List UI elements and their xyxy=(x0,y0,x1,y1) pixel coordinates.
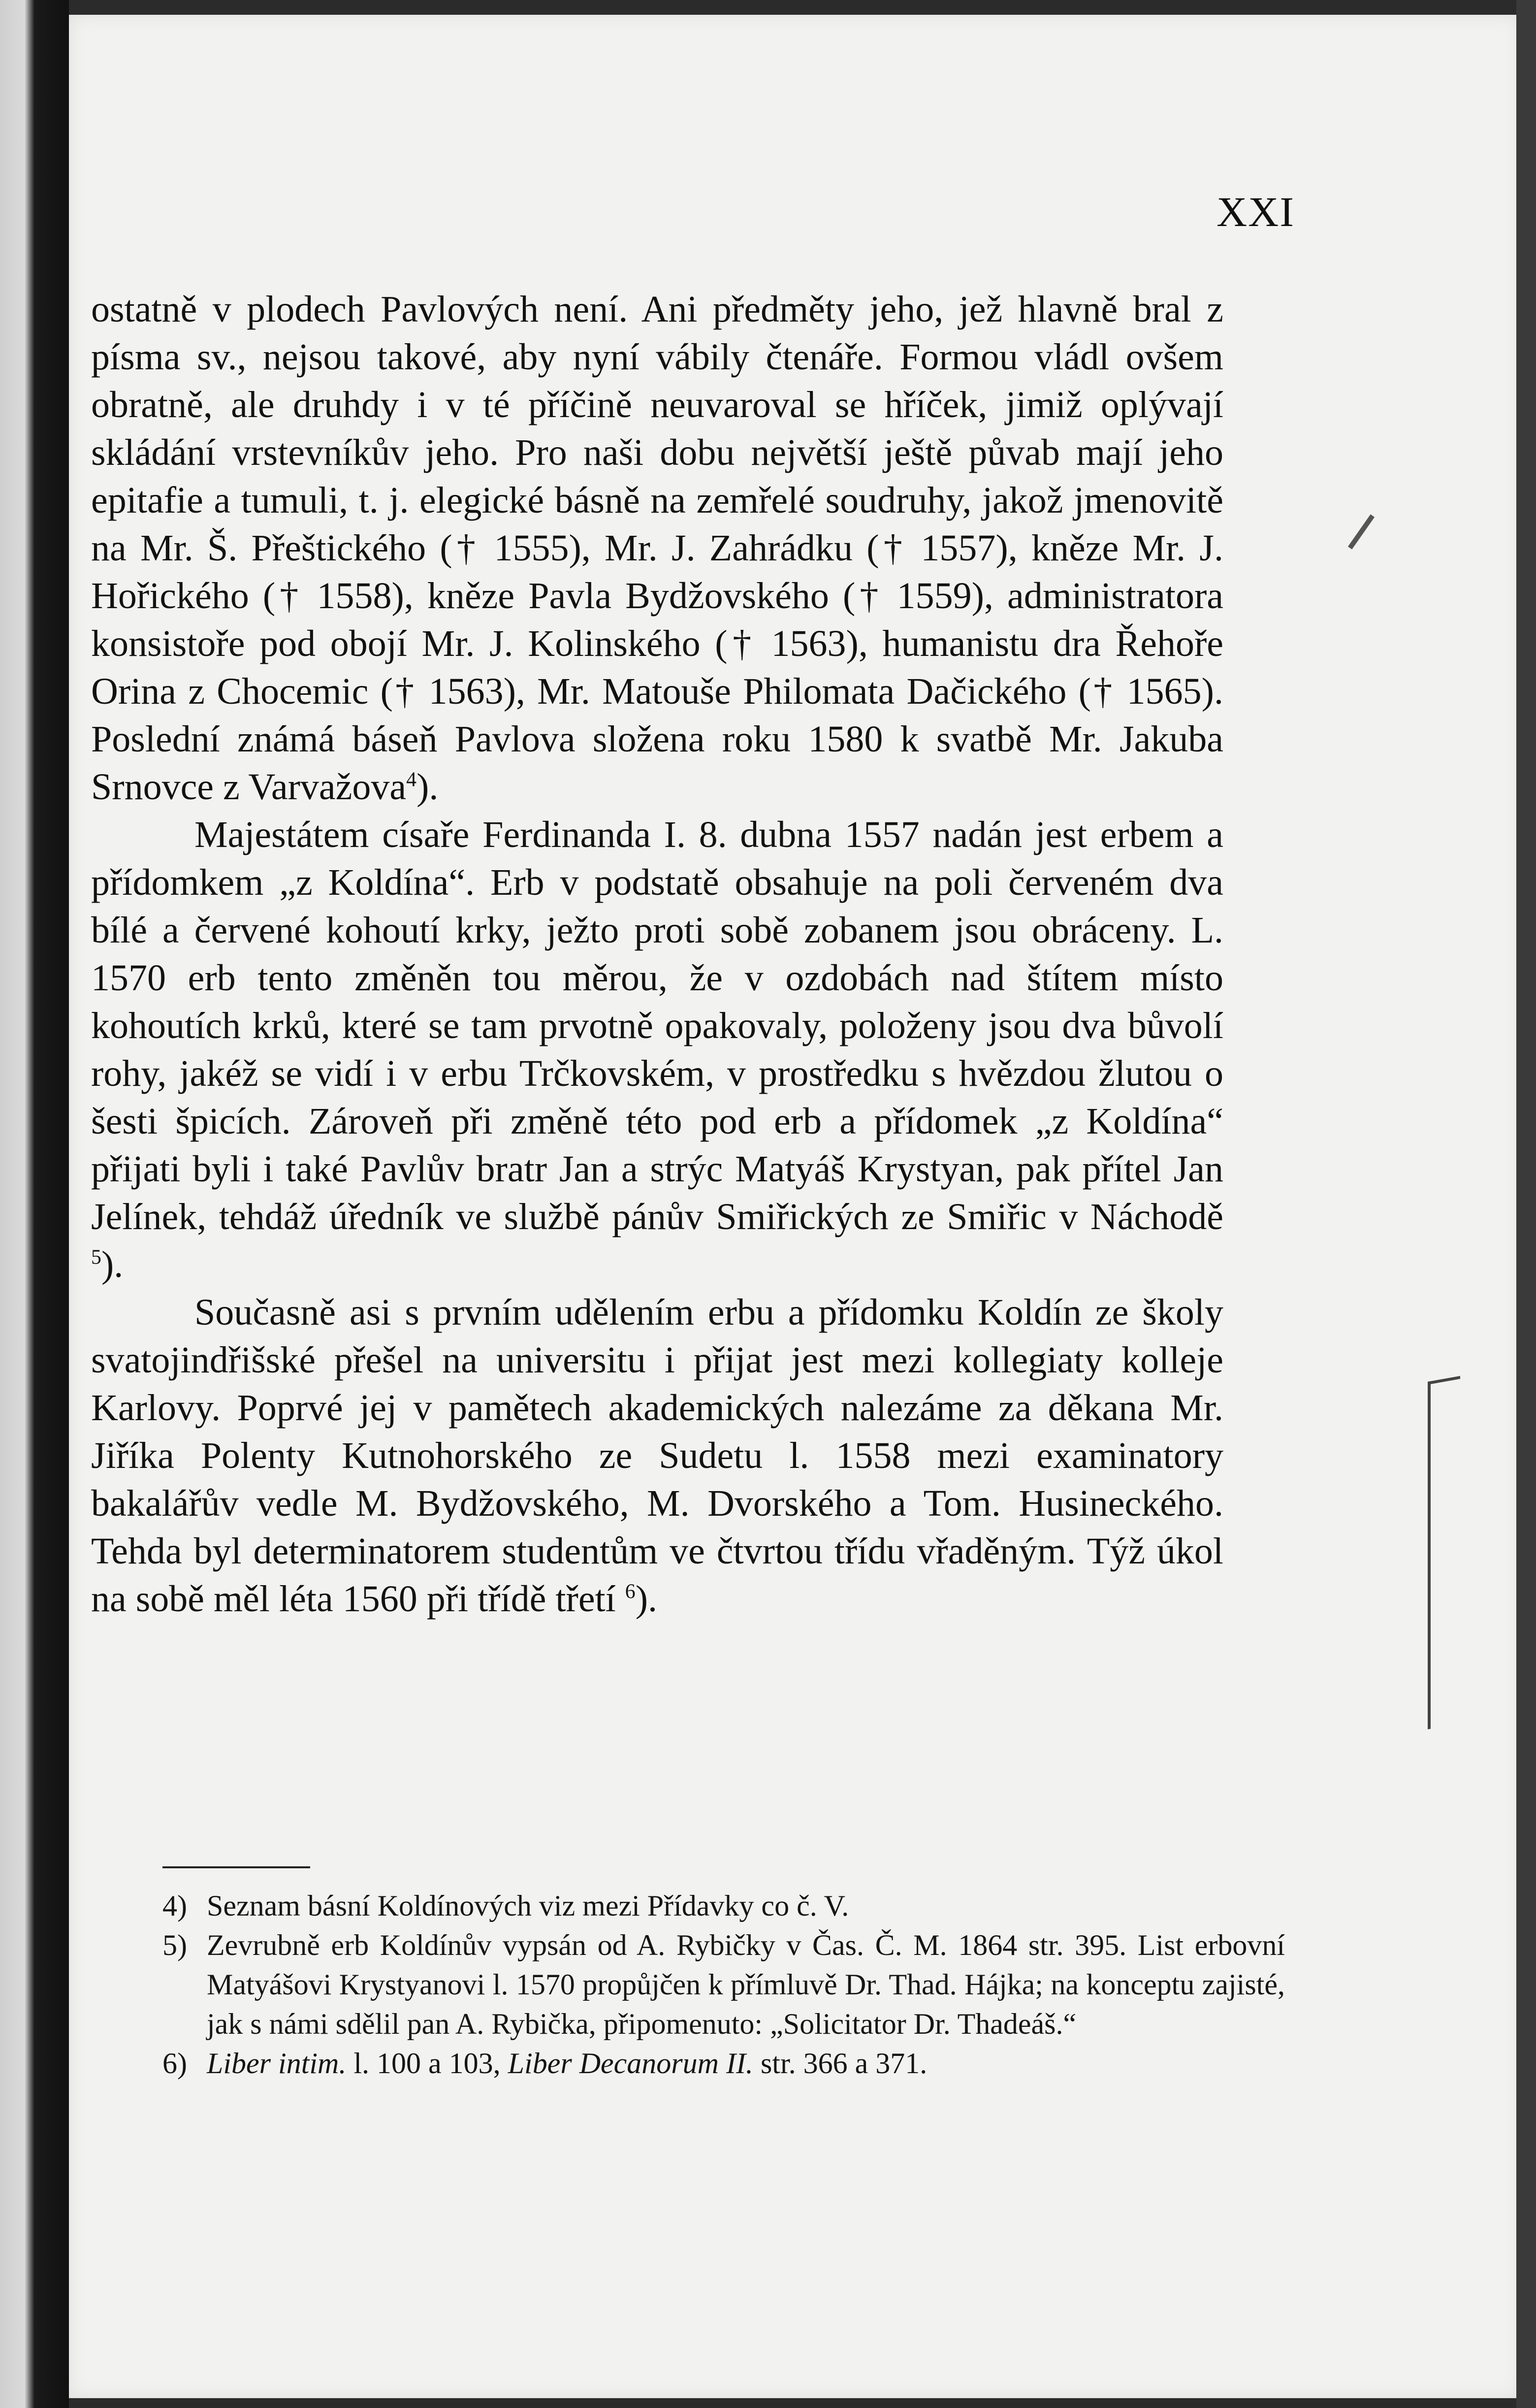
book-spine xyxy=(0,0,69,2408)
page-edge xyxy=(1516,0,1536,2408)
footnote-ref-5[interactable]: 5 xyxy=(91,1246,101,1269)
footnote-divider xyxy=(162,1866,310,1868)
paragraph-2-text: Majestátem císaře Ferdinanda I. 8. dubna 1557 nadán jest erbem a přídomkem „z Koldína“. Erb v podstatě obsahuje na poli červeném dva bílé a červené kohoutí krky, ježto proti sobě zobanem jsou obráceny. L. 1570 erb tento změněn tou měrou, že v ozdobách nad štítem místo kohoutích krků, které se tam prvotně opakovaly, položeny jsou dva bůvolí rohy, jakéž se vidí i v erbu Trčkovském, v prostředku s hvězdou žlutou o šesti špicích. Zároveň při změně této pod erb a přídomek „z Koldína“ přijati byli i také Pavlův bratr Jan a strýc Matyáš Krystyan, pak přítel Jan Jelínek, tehdáž úředník ve službě pánův Smiřických ze Smiřic v Náchodě xyxy=(91,814,1223,1237)
footnote-text-tail: str. 366 a 371. xyxy=(753,2047,928,2080)
main-text xyxy=(91,286,1223,1623)
page-number: XXI xyxy=(1216,188,1295,235)
footnote-ref-6[interactable]: 6 xyxy=(625,1580,636,1603)
paragraph-3-tail: ). xyxy=(635,1578,657,1620)
margin-tab xyxy=(1428,1376,1460,1729)
footnote-italic-title-2: Liber Decanorum II. xyxy=(508,2047,753,2080)
paragraph-2-tail: ). xyxy=(101,1244,124,1285)
paragraph-1-text: ostatně v plodech Pavlových není. Ani předměty jeho, jež hlavně bral z písma sv., nejsou takové, aby nyní vábily čtenáře. Formou vládl ovšem obratně, ale druhdy i v té příčině neuvaroval se hříček, jimiž oplývají skládání vrstevníkův jeho. Pro naši dobu největší ještě půvab mají jeho epitafie a tumuli, t. j. elegické básně na zemřelé soudruhy, jakož jmenovitě na Mr. Š. Přeštického († 1555), Mr. J. Zahrádku († 1557), kněze Mr. J. Hořického († 1558), kněze Pavla Bydžovského († 1559), administratora konsistoře pod obojí Mr. J. Kolinského († 1563), humanistu dra Řehoře Orina z Chocemic († 1563), Mr. Matouše Philomata Dačického († 1565). Poslední známá báseň Pavlova složena roku 1580 k svatbě Mr. Jakuba Srnovce z Varvažova xyxy=(91,289,1223,808)
footnote-text: Seznam básní Koldínových viz mezi Přídavky co č. V. xyxy=(207,1889,849,1922)
footnote-text-mid: l. 100 a 103, xyxy=(346,2047,508,2080)
footnote-6 xyxy=(162,2044,1285,2083)
footnote-mark: 5) xyxy=(162,1929,187,1961)
paragraph-3 xyxy=(91,1289,1223,1623)
paragraph-1-tail: ). xyxy=(416,766,439,808)
paragraph-3-text: Současně asi s prvním udělením erbu a přídomku Koldín ze školy svatojindřišské přešel na universitu i přijat jest mezi kollegiaty kolleje Karlovy. Poprvé jej v pamětech akademických nalezáme za děkana Mr. Jiříka Polenty Kutnohorského ze Sudetu l. 1558 mezi examinatory bakalářův vedle M. Bydžovského, M. Dvorského a Tom. Husineckého. Tehda byl determinatorem studentům ve čtvrtou třídu vřaděným. Týž úkol na sobě měl léta 1560 při třídě třetí xyxy=(91,1292,1223,1620)
footnote-ref-4[interactable]: 4 xyxy=(406,768,417,791)
footnotes xyxy=(162,1886,1285,2083)
footnote-5 xyxy=(162,1925,1285,2044)
paragraph-2 xyxy=(91,811,1223,1289)
footnote-4 xyxy=(162,1886,1285,1925)
paragraph-1 xyxy=(91,286,1223,811)
footnote-italic-title-1: Liber intim. xyxy=(207,2047,347,2080)
footnote-mark: 4) xyxy=(162,1889,187,1922)
footnote-text: Zevrubně erb Koldínův vypsán od A. Rybičky v Čas. Č. M. 1864 str. 395. List erbovní Matyášovi Krystyanovi l. 1570 propůjčen k přímluvě Dr. Thad. Hájka; na konceptu zajisté, jak s námi sdělil pan A. Rybička, připomenuto: „Solicitator Dr. Thadeáš.“ xyxy=(207,1929,1285,2040)
footnote-mark: 6) xyxy=(162,2047,187,2080)
